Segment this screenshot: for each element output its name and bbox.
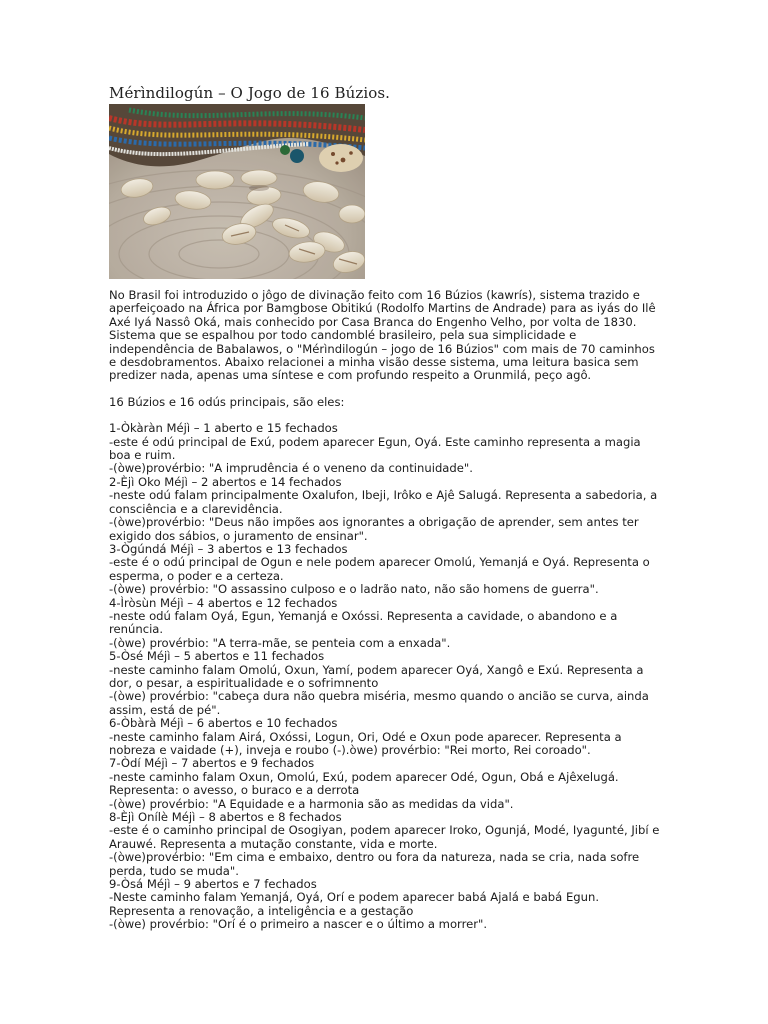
odu-list [109,422,664,931]
odu-entry [109,757,664,811]
odu-entry [109,422,664,476]
odu-proverb: -(òwe) provérbio: "cabeça dura não quebra miséria, mesmo quando o ancião se curva, ainda assim, está de pé". [109,689,649,717]
odu-description: -neste odú falam Oyá, Egun, Yemanjá e Oxóssi. Representa a cavidade, o abandono e a renúncia. [109,608,618,637]
odu-description: -neste caminho falam Airá, Oxóssi, Logun, Ori, Odé e Oxun pode aparecer. Representa a nobreza e vaidade (+), inveja e roubo (-).òwe) provérbio: "Rei morto, Rei coroado". [109,729,622,757]
odu-heading: 7-Òdí Méjì – 7 abertos e 9 fechados [109,756,315,771]
odu-heading: 4-Ìròsùn Méjì – 4 abertos e 12 fechados [109,595,338,610]
odu-description: -este é o caminho principal de Osogiyan, podem aparecer Iroko, Ogunjá, Modé, Iyagunté, Jibí e Arauwé. Representa a mutação constante, vida e morte. [109,823,660,851]
odu-description: -este é o odú principal de Ogun e nele podem aparecer Omolú, Yemanjá e Oyá. Representa o esperma, o poder e a certeza. [109,555,650,583]
odu-heading: 9-Òsá Méjì – 9 abertos e 7 fechados [109,877,317,892]
odu-proverb: -(òwe) provérbio: "O assassino culposo e o ladrão nato, não são homens de guerra". [109,582,599,597]
odu-proverb: -(òwe) provérbio: "A terra-mãe, se penteia com a enxada". [109,635,451,650]
odu-entry [109,717,664,757]
odu-heading: 6-Òbàrà Méjì – 6 abertos e 10 fechados [109,716,338,731]
odu-heading: 8-Èjì Onílè Méjì – 8 abertos e 8 fechados [109,810,342,825]
buzios-photo [109,104,365,279]
odu-heading: 5-Òsé Méjì – 5 abertos e 11 fechados [109,649,325,664]
odu-heading: 2-Èjì Oko Méjì – 2 abertos e 14 fechados [109,474,342,489]
odu-proverb: -(òwe)provérbio: "Em cima e embaixo, dentro ou fora da natureza, nada se cria, nada sofre perda, tudo se muda". [109,850,640,878]
odu-description: -neste caminho falam Omolú, Oxun, Yamí, podem aparecer Oyá, Xangô e Exú. Representa a dor, o pesar, a espiritualidade e o sofrimnento [109,662,644,690]
odus-subheading: 16 Búzios e 16 odús principais, são eles: [109,394,345,409]
odu-description: -Neste caminho falam Yemanjá, Oyá, Orí e podem aparecer babá Ajalá e babá Egun. Representa a renovação, a inteligência e a gestação [109,890,600,918]
document-body [109,289,664,932]
odu-description: -este é odú principal de Exú, podem aparecer Egun, Oyá. Este caminho representa a magia boa e ruim. [109,434,641,463]
odu-entry [109,811,664,878]
odu-proverb: -(òwe) provérbio: "A Equidade e a harmonia são as medidas da vida". [109,796,514,811]
odu-proverb: -(òwe)provérbio: "Deus não impões aos ignorantes a obrigação de aprender, sem antes ter exigido dos sábios, o juramento de ensinar". [109,515,639,543]
odu-entry [109,476,664,543]
odu-entry [109,878,664,932]
odu-heading: 3-Ògúndá Méjì – 3 abertos e 13 fechados [109,541,348,556]
odu-entry [109,543,664,597]
page-title: Mérìndilogún – O Jogo de 16 Búzios. [109,84,391,102]
odu-entry [109,650,664,717]
odu-proverb: -(òwe)provérbio: "A imprudência é o veneno da continuidade". [109,461,473,476]
odu-proverb: -(òwe) provérbio: "Orí é o primeiro a nascer e o último a morrer". [109,917,488,932]
odu-heading: 1-Òkàràn Méjì – 1 aberto e 15 fechados [109,421,338,436]
intro-paragraph: No Brasil foi introduzido o jôgo de divinação feito com 16 Búzios (kawrís), sistema trazido e aperfeiçoado na África por Bamgbose Obitikú (Rodolfo Martins de Andrade) para as iyás do Ilê Axé Iyá Nassô Oká, mais conhecido por Casa Branca do Engenho Velho, por volta de 1830. Sistema que se espalhou por todo candomblé brasileiro, pela sua simplicidade e independência de Babalawos, o "Mérìndilogún – jogo de 16 Búzios" com mais de 70 caminhos e desdobramentos. Abaixo relacionei a minha visão desse sistema, uma leitura basica sem predizer nada, apenas uma síntese e com profundo respeito a Orunmilá, peço agô. [109,288,656,383]
odu-entry [109,597,664,651]
odu-description: -neste caminho falam Oxun, Omolú, Exú, podem aparecer Odé, Ogun, Obá e Ajêxelugá. Representa: o avesso, o buraco e a derrota [109,769,619,798]
odu-description: -neste odú falam principalmente Oxalufon, Ibeji, Irôko e Ajê Salugá. Representa a sabedoria, a consciência e a clarevidência. [109,488,658,516]
